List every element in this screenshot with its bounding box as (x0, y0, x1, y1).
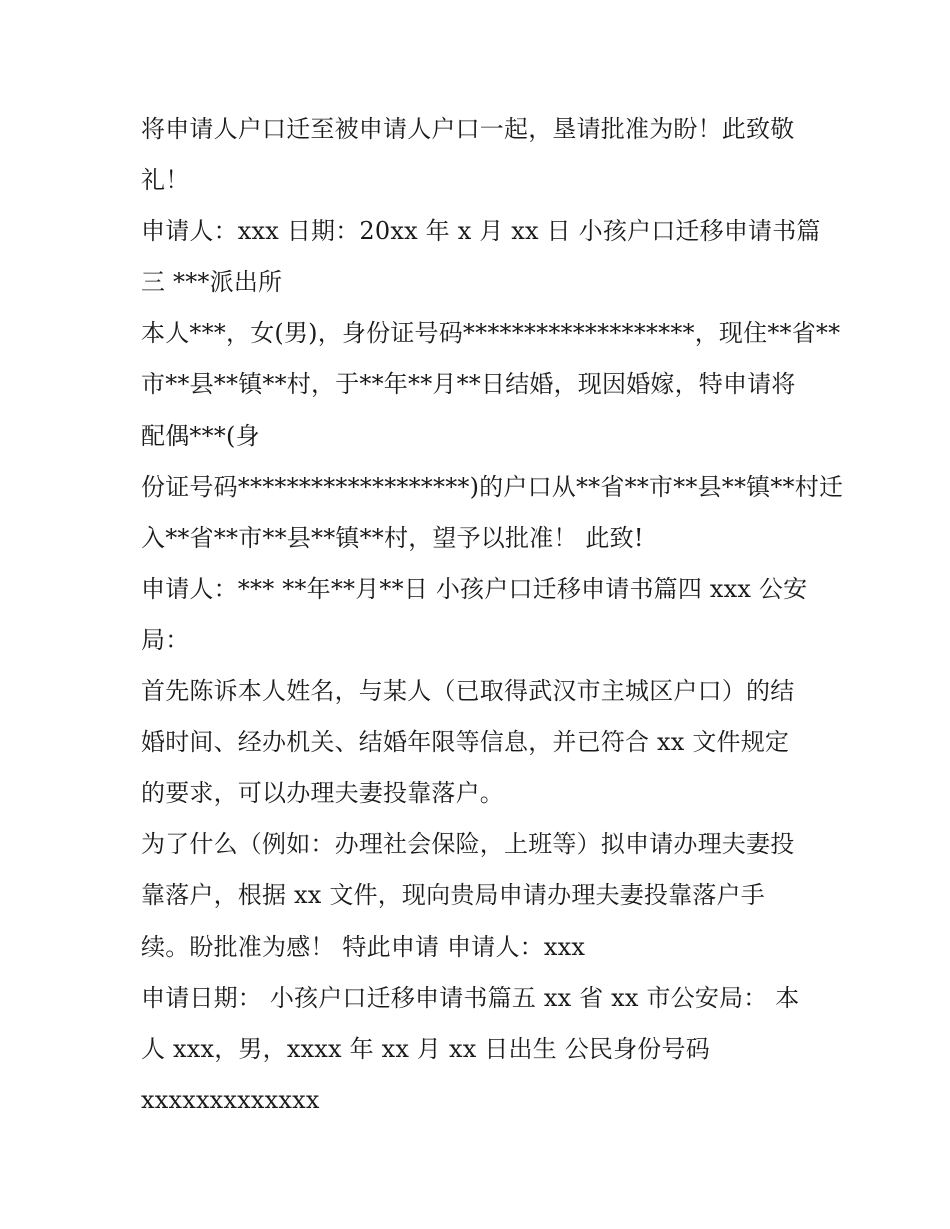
text-line: 靠落户，根据 xx 文件，现向贵局申请办理夫妻投靠落户手 (141, 881, 765, 910)
text-line: 市**县**镇**村，于**年**月**日结婚，现因婚嫁，特申请将 (141, 370, 796, 399)
text-line: 申请日期： 小孩户口迁移申请书篇五 xx 省 xx 市公安局： 本 (141, 983, 800, 1012)
text-line: 的要求，可以办理夫妻投靠落户。 (141, 779, 504, 808)
text-line: 份证号码*******************)的户口从**省**市**县**镇**村迁 (141, 472, 844, 501)
text-line: 婚时间、经办机关、结婚年限等信息，并已符合 xx 文件规定 (141, 728, 790, 757)
text-line: 申请人：xxx 日期：20xx 年 x 月 xx 日 小孩户口迁移申请书篇 (141, 217, 821, 246)
text-line: 三 ***派出所 (141, 268, 283, 297)
text-line: 首先陈诉本人姓名，与某人（已取得武汉市主城区户口）的结 (141, 677, 795, 706)
text-line: 入**省**市**县**镇**村，望予以批准！ 此致! (141, 523, 644, 552)
text-line: 局： (141, 625, 190, 654)
text-line: 将申请人户口迁至被申请人户口一起，垦请批准为盼！此致敬 (141, 115, 795, 143)
text-line: 为了什么（例如：办理社会保险，上班等）拟申请办理夫妻投 (141, 830, 795, 859)
text-line: 本人***，女(男)，身份证号码*******************，现住**省** (141, 319, 841, 348)
text-line: 配偶***(身 (141, 421, 260, 450)
text-line: 礼！ (141, 166, 190, 195)
text-line: 人 xxx，男，xxxx 年 xx 月 xx 日出生 公民身份号码 (141, 1034, 710, 1063)
document-body (141, 104, 844, 1126)
text-line: 申请人：*** **年**月**日 小孩户口迁移申请书篇四 xxx 公安 (141, 574, 808, 603)
text-line: xxxxxxxxxxxxx (141, 1085, 320, 1114)
text-line: 续。盼批准为感！ 特此申请 申请人：xxx (141, 932, 586, 961)
